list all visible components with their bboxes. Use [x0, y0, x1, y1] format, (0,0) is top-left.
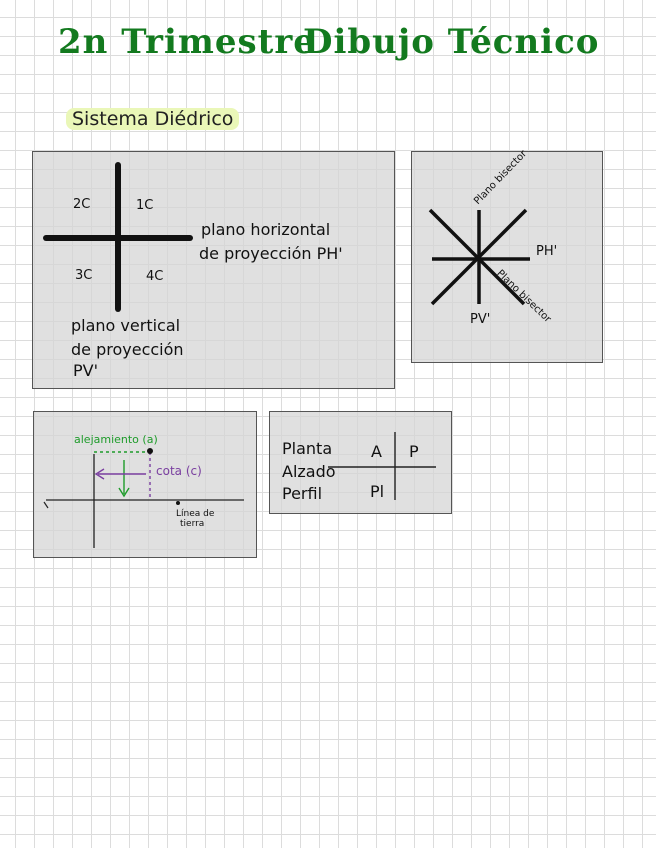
ph-label: PH': [536, 244, 558, 259]
ground-line-tick: [44, 502, 48, 508]
quadrant-2-label: 2C: [73, 197, 91, 212]
perfil-label: Perfil: [282, 484, 323, 503]
quadrant-3-label: 3C: [75, 268, 93, 283]
ground-line-label-1: Línea de: [176, 509, 215, 519]
bisector-diagram: [412, 152, 604, 364]
pv-label: PV': [470, 312, 491, 327]
quadrant-4-label: 4C: [146, 269, 164, 284]
vertical-plane-label-3: PV': [73, 361, 98, 380]
pl-mark: Pl: [370, 482, 385, 501]
page-title-trimestre: 2n Trimestre: [58, 22, 316, 62]
section-subtitle: Sistema Diédrico: [66, 108, 239, 130]
alzado-label: Alzado: [282, 462, 336, 481]
vertical-plane-label-2: de proyección: [71, 340, 184, 359]
point-marker: [147, 448, 153, 454]
horizontal-plane-label-1: plano horizontal: [201, 220, 331, 239]
alejamiento-label: alejamiento (a): [74, 433, 158, 446]
quadrants-diagram-panel: [32, 151, 395, 389]
p-mark: P: [409, 442, 419, 461]
bisector-lower-label: Plano bisector: [494, 268, 553, 326]
planta-label: Planta: [282, 439, 333, 458]
bisector-upper-label: Plano bisector: [472, 148, 530, 207]
horizontal-plane-label-2: de proyección PH': [199, 244, 343, 263]
page-title-subject: Dibujo Técnico: [303, 22, 600, 62]
ground-line-label-2: tierra: [180, 519, 205, 529]
quadrant-1-label: 1C: [136, 198, 154, 213]
cota-label: cota (c): [156, 464, 202, 478]
bisector-diagram-panel: [411, 148, 603, 363]
vertical-plane-label-1: plano vertical: [71, 316, 181, 335]
a-mark: A: [371, 442, 382, 461]
point-projection-panel: [33, 411, 257, 558]
ground-line-marker: [176, 501, 180, 505]
views-panel: [269, 411, 452, 514]
